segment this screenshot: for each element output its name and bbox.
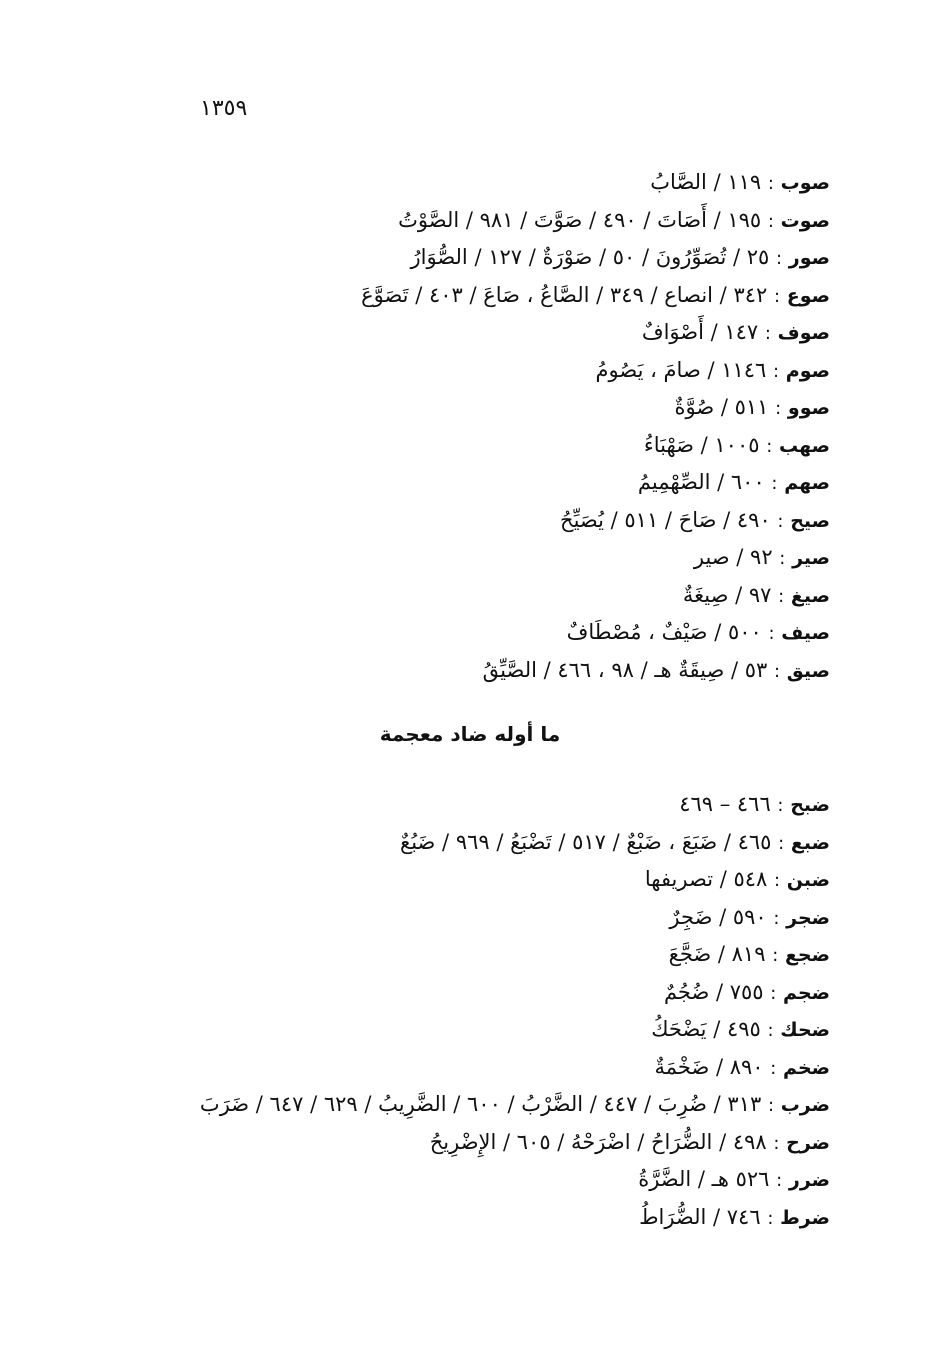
index-entry <box>90 786 830 824</box>
entry-references: ٧٥٥ / ضُجُمٌ <box>663 979 764 1004</box>
entry-root: ضرر <box>788 1169 830 1191</box>
entry-references: ١٠٠٥ / صَهْبَاءُ <box>643 432 760 457</box>
entry-separator: : <box>776 1170 783 1191</box>
entry-separator: : <box>779 548 786 569</box>
entry-separator: : <box>778 832 785 854</box>
index-entry <box>90 652 830 690</box>
entry-root: ضجم <box>783 981 830 1004</box>
index-entry <box>90 202 830 240</box>
index-entry <box>90 502 830 540</box>
entry-references: ٢٥ / تُصَوِّرُونَ / ٥٠ / صَوْرَةٌ / ١٢٧ / الصُّوَارُ <box>410 245 770 269</box>
entry-references: ٥٩٠ / ضَجِرٌ <box>669 904 767 929</box>
entry-root: ضحك <box>780 1019 830 1041</box>
index-entry <box>90 1124 830 1162</box>
entry-separator: : <box>767 173 774 194</box>
entry-separator: : <box>775 398 782 419</box>
entry-references: ١١٤٦ / صامَ ، يَصُومُ <box>595 357 767 382</box>
index-entry <box>90 277 830 315</box>
entry-root: ضخم <box>783 1056 830 1079</box>
entry-root: ضرح <box>786 1131 830 1154</box>
entry-references: ٥٣ / صِيقَةٌ هـ / ٩٨ ، ٤٦٦ / الصَّيِّقُ <box>482 657 768 682</box>
entry-root: ضبح <box>790 794 830 816</box>
index-entry <box>90 614 830 652</box>
index-entry <box>90 239 830 277</box>
index-entry <box>90 577 830 615</box>
entry-separator: : <box>776 248 783 269</box>
index-entry <box>90 824 830 862</box>
entry-root: صوت <box>780 209 830 232</box>
entry-root: صوب <box>780 172 830 194</box>
entry-root: صيغ <box>790 584 830 607</box>
entry-separator: : <box>772 945 779 966</box>
section-heading: ما أوله ضاد معجمة <box>379 722 561 746</box>
entry-separator: : <box>771 473 778 494</box>
entry-references: ٩٧ / صِيغَةٌ <box>682 582 772 607</box>
index-entry <box>90 1086 830 1124</box>
entry-references: ٤٦٦ – ٤٦٩ <box>679 792 771 816</box>
entry-root: صوف <box>777 322 830 344</box>
entry-root: ضرط <box>780 1206 830 1229</box>
entry-references: ٤٩٥ / يَضْحَكُ <box>651 1017 761 1041</box>
index-entry <box>90 427 830 465</box>
entry-references: ١٤٧ / أَصْوَافٌ <box>641 320 759 344</box>
entry-references: ٤٩٨ / الضُّرَاحُ / اضْرَحْهُ / ٦٠٥ / الإِضْرِيحُ <box>429 1129 767 1154</box>
entry-separator: : <box>773 907 780 929</box>
entry-root: ضجر <box>786 906 830 929</box>
entry-separator: : <box>767 210 774 232</box>
index-entry <box>90 1011 830 1049</box>
entry-references: ٦٠٠ / الصِّهْمِيمُ <box>637 470 765 494</box>
entry-root: صهب <box>778 434 830 457</box>
entry-references: ٩٢ / صير <box>693 545 773 569</box>
entry-references: ٣١٣ / ضُرِبَ / ٤٤٧ / الضَّرْبُ / ٦٠٠ / الضَّرِيبُ / ٦٢٩ / ٦٤٧ / ضَرَبَ <box>199 1092 762 1116</box>
entry-references: ٥٤٨ / تصريفها <box>644 867 768 891</box>
entry-separator: : <box>767 1207 774 1229</box>
index-entry <box>90 1049 830 1087</box>
entry-separator: : <box>767 1095 775 1116</box>
index-entry <box>90 899 830 937</box>
entry-references: ٣٤٢ / انصاع / ٣٤٩ / الصَّاعُ ، صَاعَ / ٤٠٣ / تَصَوَّعَ <box>361 282 768 307</box>
index-entry <box>90 314 830 352</box>
index-entry <box>90 936 830 974</box>
entry-separator: : <box>764 323 771 344</box>
index-entry <box>90 389 830 427</box>
entry-separator: : <box>773 360 780 382</box>
index-entry <box>90 539 830 577</box>
entry-root: ضبن <box>786 869 830 891</box>
entry-root: صيق <box>786 659 830 682</box>
index-entry <box>90 464 830 502</box>
entry-references: ٨١٩ / ضَجَّعَ <box>668 942 766 966</box>
entry-separator: : <box>778 585 785 607</box>
index-entry <box>90 164 830 202</box>
entry-separator: : <box>773 285 781 307</box>
entry-separator: : <box>777 510 784 532</box>
entry-references: ١١٩ / الصَّابُ <box>650 170 762 194</box>
entry-references: ٤٦٥ / ضَبَعَ ، ضَبْعٌ / ٥١٧ / تَضْبَعُ / ٩٦٩ / ضَبُعٌ <box>400 829 772 854</box>
entry-references: ٨٩٠ / ضَخْمَةٌ <box>654 1054 764 1079</box>
index-entry <box>90 861 830 899</box>
entry-root: صيح <box>790 509 830 532</box>
entry-root: صير <box>792 547 830 569</box>
entry-separator: : <box>770 1057 777 1079</box>
entry-root: ضرب <box>780 1094 830 1116</box>
entries-section-dad <box>90 786 830 1236</box>
entry-root: صوع <box>786 284 830 307</box>
entry-references: ٥٢٦ هـ / الضَّرَّةُ <box>638 1167 770 1191</box>
entry-separator: : <box>774 870 781 891</box>
entry-root: صور <box>788 247 830 269</box>
entry-references: ١٩٥ / أَصَاتَ / ٤٩٠ / صَوَّتَ / ٩٨١ / الصَّوْتُ <box>398 207 762 232</box>
entry-separator: : <box>773 660 781 682</box>
entry-separator: : <box>767 1020 774 1041</box>
entry-separator: : <box>768 623 775 644</box>
page-number: ١٣٥٩ <box>200 96 248 121</box>
entry-references: ٤٩٠ / صَاحَ / ٥١١ / يُصَيِّحُ <box>560 507 771 532</box>
index-entry <box>90 974 830 1012</box>
entry-root: صوو <box>787 397 830 419</box>
entry-references: ٥١١ / صُوَّةٌ <box>674 395 769 419</box>
entry-root: ضجع <box>784 944 830 966</box>
entry-root: صيف <box>781 622 830 644</box>
entry-root: صهم <box>784 472 830 494</box>
entry-separator: : <box>777 795 784 816</box>
entry-references: ٥٠٠ / صَيْفٌ ، مُصْطَافٌ <box>566 620 762 644</box>
entry-separator: : <box>770 982 777 1004</box>
index-entry <box>90 352 830 390</box>
entry-references: ٧٤٦ / الضُّرَاطُ <box>639 1204 761 1229</box>
entries-section-sad <box>90 164 830 689</box>
entry-root: ضبع <box>790 831 830 854</box>
index-entry <box>90 1199 830 1237</box>
index-entry <box>90 1161 830 1199</box>
entry-root: صوم <box>785 359 830 382</box>
entry-separator: : <box>773 1132 780 1154</box>
entry-separator: : <box>766 435 773 457</box>
